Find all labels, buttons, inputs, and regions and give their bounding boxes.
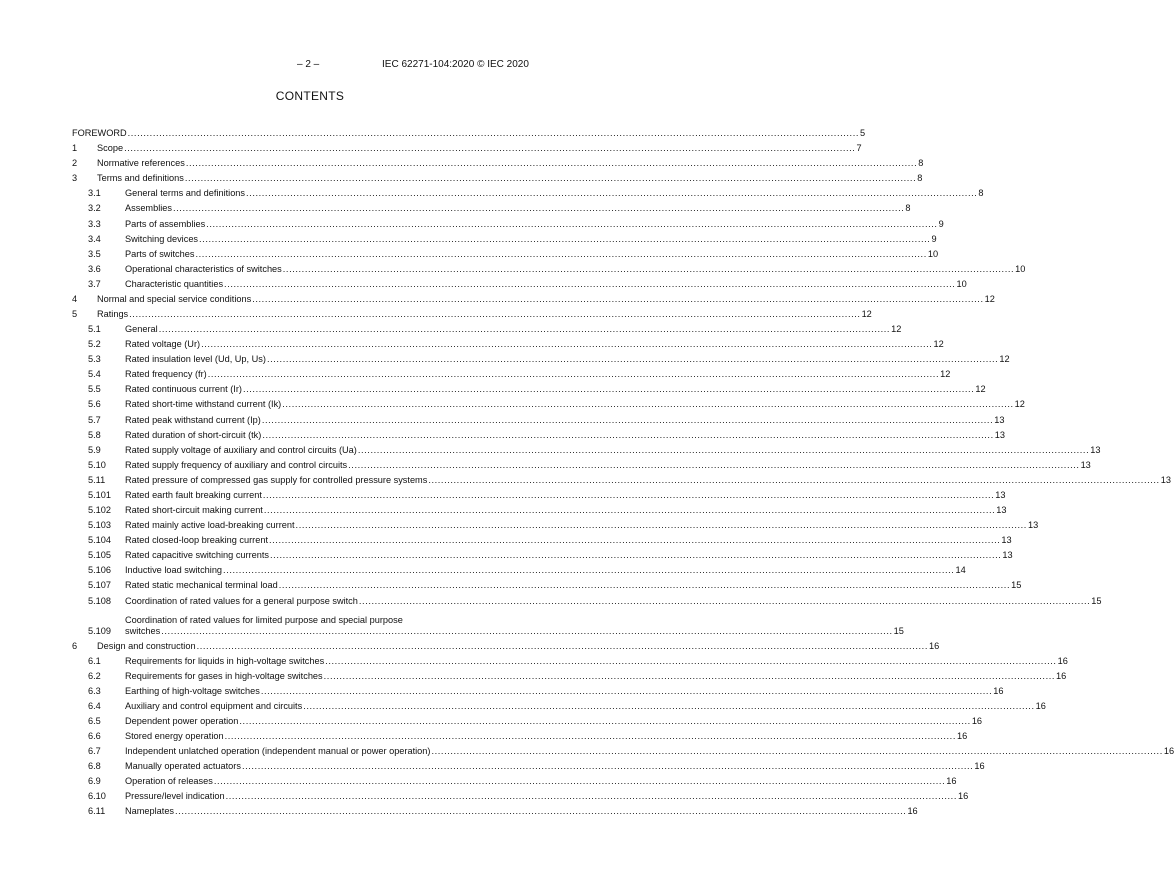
toc-entry-title: Dependent power operation [125,715,239,726]
dot-leader [283,264,1014,275]
toc-entry-title: Rated short-circuit making current [125,505,263,516]
toc-entry-number: 5.10 [88,459,106,470]
dot-leader [201,339,932,350]
toc-entry-page: 12 [891,324,902,335]
toc-entry[interactable] [72,214,944,229]
toc-entry-title: Manually operated actuators [125,761,241,772]
toc-entry[interactable] [72,290,995,305]
toc-entry-title: Auxiliary and control equipment and circuits [125,700,303,711]
toc-entry-page: 12 [975,384,986,395]
toc-entry-number: 6.2 [88,670,101,681]
toc-entry-page: 9 [931,233,937,244]
toc-entry-number: 5.105 [88,550,111,561]
toc-entry-number: 5.103 [88,520,111,531]
toc-entry[interactable] [72,652,1068,667]
toc-entry[interactable] [72,199,911,214]
toc-entry-title: Parts of switches [125,248,195,259]
toc-entry-title: Rated supply frequency of auxiliary and control circuits [125,459,348,470]
toc-entry-number: 5.108 [88,595,111,606]
toc-entry[interactable] [72,471,1171,486]
toc-entry-page: 13 [996,505,1007,516]
toc-entry-title: Assemblies [125,203,172,214]
toc-entry-page: 8 [978,188,984,199]
toc-entry-title: Rated static mechanical terminal load [125,580,278,591]
dot-leader [348,460,1079,471]
dot-leader [239,716,970,727]
toc-entry-number: 5.102 [88,505,111,516]
toc-entry-page: 16 [946,776,957,787]
toc-entry[interactable] [72,154,924,169]
toc-entry-number: 6.4 [88,700,101,711]
toc-entry-title: Rated frequency (fr) [125,369,207,380]
dot-leader [243,384,974,395]
toc-entry[interactable] [72,139,862,154]
toc-entry-number: 5 [72,309,78,320]
toc-entry-number: 5.2 [88,339,101,350]
toc-entry[interactable] [72,230,937,245]
toc-entry-number: 5.11 [88,474,106,485]
toc-entry-page: 16 [974,761,985,772]
toc-entry-page: 12 [861,309,872,320]
toc-entry-page: 14 [955,565,966,576]
toc-entry[interactable] [72,607,904,637]
toc-entry-page: 10 [1015,263,1026,274]
toc-entry-title: Inductive load switching [125,565,223,576]
toc-entry-title: Nameplates [125,806,175,817]
toc-entry-title: Rated supply voltage of auxiliary and control circuits (Ua) [125,444,357,455]
toc-entry-number: 5.101 [88,489,111,500]
toc-entry[interactable] [72,486,1006,501]
toc-entry-page: 16 [958,791,969,802]
toc-entry-title: Rated earth fault breaking current [125,489,262,500]
toc-entry-number: 3 [72,173,78,184]
toc-entry-page: 13 [995,489,1006,500]
toc-entry-page: 13 [1001,535,1012,546]
toc-entry[interactable] [72,772,957,787]
toc-entry-number: 5.7 [88,414,101,425]
toc-entry-page: 13 [1080,459,1091,470]
toc-entry-title: Rated mainly active load-breaking current [125,520,295,531]
dot-leader [199,234,930,245]
toc-entry[interactable] [72,697,1046,712]
toc-entry-title: Rated duration of short-circuit (tk) [125,429,262,440]
toc-entry-page: 16 [1056,670,1067,681]
toc-entry[interactable] [72,320,902,335]
toc-entry[interactable] [72,501,1007,516]
toc-entry-title: Rated closed-loop breaking current [125,535,268,546]
toc-entry-page: 16 [928,640,940,651]
toc-entry-number: 5.106 [88,565,111,576]
toc-entry-number: 5.9 [88,444,101,455]
dot-leader [279,580,1010,591]
dot-leader [226,791,957,802]
toc-entry[interactable] [72,546,1013,561]
toc-entry[interactable] [72,637,940,652]
toc-entry-page: 16 [956,731,968,742]
toc-entry-title: General [125,324,158,335]
toc-entry-number: 6.6 [88,731,101,742]
toc-entry-page: 13 [1160,474,1171,485]
toc-entry-page: 12 [933,339,944,350]
toc-entry-number: 3.5 [88,248,101,259]
dot-leader [359,596,1090,607]
toc-entry-number: 6.7 [88,746,101,757]
toc-entry-number: 3.4 [88,233,101,244]
page-number: – 2 – [297,59,320,70]
toc-entry-number: 4 [72,293,78,304]
dot-leader [358,445,1089,456]
dot-leader [269,535,1000,546]
toc-entry-number: 6.8 [88,761,101,772]
dot-leader [195,249,926,260]
toc-entry-title: Earthing of high-voltage switches [125,685,260,696]
toc-entry-page: 9 [938,218,944,229]
toc-entry-title: Rated insulation level (Ud, Up, Us) [125,354,266,365]
toc-entry-title: Normal and special service conditions [97,293,252,304]
toc-entry-number: 6.1 [88,655,101,666]
toc-entry[interactable] [72,260,1026,275]
toc-entry-page: 7 [856,143,862,154]
dot-leader [159,324,890,335]
toc-entry[interactable] [72,245,939,260]
toc-entry-page: 13 [1027,520,1039,531]
toc-entry-page: 12 [984,293,995,304]
toc-entry-title: Rated peak withstand current (Ip) [125,414,261,425]
toc-entry-title: Pressure/level indication [125,791,225,802]
toc-entry-number: 2 [72,158,78,169]
toc-entry-title: Ratings [97,309,129,320]
dot-leader [206,219,937,230]
dot-leader [246,188,977,199]
toc-entry[interactable] [72,426,1005,441]
toc-entry[interactable] [72,682,1004,697]
dot-leader [186,158,917,169]
toc-entry-title: Switching devices [125,233,199,244]
toc-entry-number: 5.5 [88,384,101,395]
toc-entry[interactable] [72,787,969,802]
toc-entry-number: 6.5 [88,715,101,726]
toc-entry-title: Parts of assemblies [125,218,206,229]
toc-entry-title: Operational characteristics of switches [125,263,282,274]
toc-entry-title-continued: switches [125,625,161,636]
dot-leader [263,490,994,501]
toc-entry-page: 13 [994,414,1005,425]
toc-entry-number: 6.9 [88,776,101,787]
toc-entry-page: 10 [927,248,939,259]
toc-entry[interactable] [72,531,1012,546]
toc-entry[interactable] [72,275,967,290]
toc-entry-title: Requirements for liquids in high-voltage switches [125,655,325,666]
toc-entry-number: 3.3 [88,218,101,229]
toc-entry-title: Normative references [97,158,185,169]
toc-entry-number: 5.104 [88,535,111,546]
toc-entry-number: 6.10 [88,791,106,802]
toc-entry[interactable] [72,350,1010,365]
toc-entry-number: 3.7 [88,278,101,289]
dot-leader [270,550,1001,561]
toc-entry-number: 1 [72,143,78,154]
contents-title: CONTENTS [275,89,345,103]
dot-leader [261,686,992,697]
toc-entry-page: 8 [918,158,924,169]
toc-entry-title: Requirements for gases in high-voltage switches [125,670,323,681]
toc-entry[interactable] [72,727,968,742]
toc-entry-title: Terms and definitions [97,173,184,184]
toc-entry-title: Coordination of rated values for a general purpose switch [125,595,358,606]
dot-leader [224,279,955,290]
toc-entry-page: 13 [994,429,1005,440]
dot-leader [431,746,1162,757]
toc-entry-page: 13 [1090,444,1101,455]
toc-entry-title: General terms and definitions [125,188,246,199]
toc-entry-title: Characteristic quantities [125,278,224,289]
toc-entry-title: Independent unlatched operation (independent manual or power operation) [125,746,431,757]
dot-leader [185,173,916,184]
dot-leader [324,671,1055,682]
toc-entry-number: 5.1 [88,324,101,335]
toc-entry[interactable] [72,802,918,817]
toc-entry-title: Rated short-time withstand current (Ik) [125,399,282,410]
toc-entry[interactable] [72,365,951,380]
toc-entry[interactable] [72,667,1067,682]
toc-entry-page: 12 [1014,399,1025,410]
toc-entry[interactable] [72,395,1025,410]
dot-leader [214,776,945,787]
dot-leader [296,520,1027,531]
toc-entry-page: 16 [1035,700,1046,711]
dot-leader [225,731,956,742]
toc-entry[interactable] [72,410,1005,425]
toc-entry[interactable] [72,305,872,320]
dot-leader [173,203,904,214]
toc-entry-title: Rated continuous current (Ir) [125,384,242,395]
dot-leader [282,399,1013,410]
toc-entry[interactable] [72,561,966,576]
dot-leader [242,761,973,772]
toc-entry[interactable] [72,576,1022,591]
toc-entry-page: 12 [999,354,1010,365]
dot-leader [223,565,954,576]
toc-entry-page: 16 [993,685,1004,696]
document-reference: IEC 62271-104:2020 © IEC 2020 [382,59,529,70]
dot-leader [267,354,998,365]
dot-leader [175,806,906,817]
dot-leader [129,309,860,320]
toc-entry[interactable] [72,124,866,139]
toc-entry-number: 3.6 [88,263,101,274]
toc-entry-page: 13 [1002,550,1013,561]
toc-entry-page: 16 [907,806,918,817]
toc-entry[interactable] [72,742,1174,757]
dot-leader [262,415,993,426]
dot-leader [124,143,855,154]
toc-entry[interactable] [72,591,1102,606]
toc-entry[interactable] [72,757,985,772]
toc-entry[interactable] [72,712,983,727]
toc-entry-title: Design and construction [97,640,196,651]
toc-entry[interactable] [72,380,986,395]
toc-entry[interactable] [72,184,984,199]
toc-entry-title: Coordination of rated values for limited purpose and special purpose [125,614,403,625]
toc-entry-number: 3.2 [88,203,101,214]
toc-entry-number: 5.8 [88,429,101,440]
dot-leader [197,641,928,652]
toc-entry-page: 8 [905,203,911,214]
toc-entry-title: Rated voltage (Ur) [125,339,201,350]
toc-entry-title: FOREWORD [72,128,127,139]
table-of-contents [72,124,1174,817]
toc-entry[interactable] [72,456,1091,471]
toc-entry-page: 15 [1011,580,1022,591]
toc-entry-page: 15 [1091,595,1102,606]
toc-entry-page: 8 [917,173,923,184]
toc-entry-number: 5.107 [88,580,111,591]
toc-entry-title: Operation of releases [125,776,213,787]
toc-entry-page: 12 [940,369,951,380]
toc-entry-number: 5.4 [88,369,101,380]
toc-entry-page: 16 [971,715,983,726]
dot-leader [264,505,995,516]
dot-leader [161,626,892,637]
toc-entry-number: 3.1 [88,188,101,199]
toc-entry-title: Rated capacitive switching currents [125,550,270,561]
toc-entry-number: 5.109 [88,625,111,636]
toc-entry-page: 16 [1163,746,1174,757]
toc-entry[interactable] [72,516,1039,531]
toc-entry-page: 10 [956,278,967,289]
toc-entry-title: Scope [97,143,124,154]
toc-entry[interactable] [72,441,1101,456]
dot-leader [252,294,983,305]
toc-entry-number: 5.3 [88,354,101,365]
dot-leader [208,369,939,380]
dot-leader [325,656,1056,667]
toc-entry-page: 15 [893,625,904,636]
dot-leader [428,475,1159,486]
toc-entry-title: Stored energy operation [125,731,224,742]
dot-leader [128,128,859,139]
toc-entry-number: 6.11 [88,806,106,817]
toc-entry-page: 16 [1057,655,1068,666]
toc-entry[interactable] [72,169,923,184]
toc-entry-number: 5.6 [88,399,101,410]
toc-entry-number: 6.3 [88,685,101,696]
toc-entry-number: 6 [72,640,78,651]
toc-entry-page: 5 [860,128,866,139]
toc-entry[interactable] [72,335,944,350]
dot-leader [262,430,993,441]
toc-entry-title: Rated pressure of compressed gas supply for controlled pressure systems [125,474,428,485]
dot-leader [303,701,1034,712]
